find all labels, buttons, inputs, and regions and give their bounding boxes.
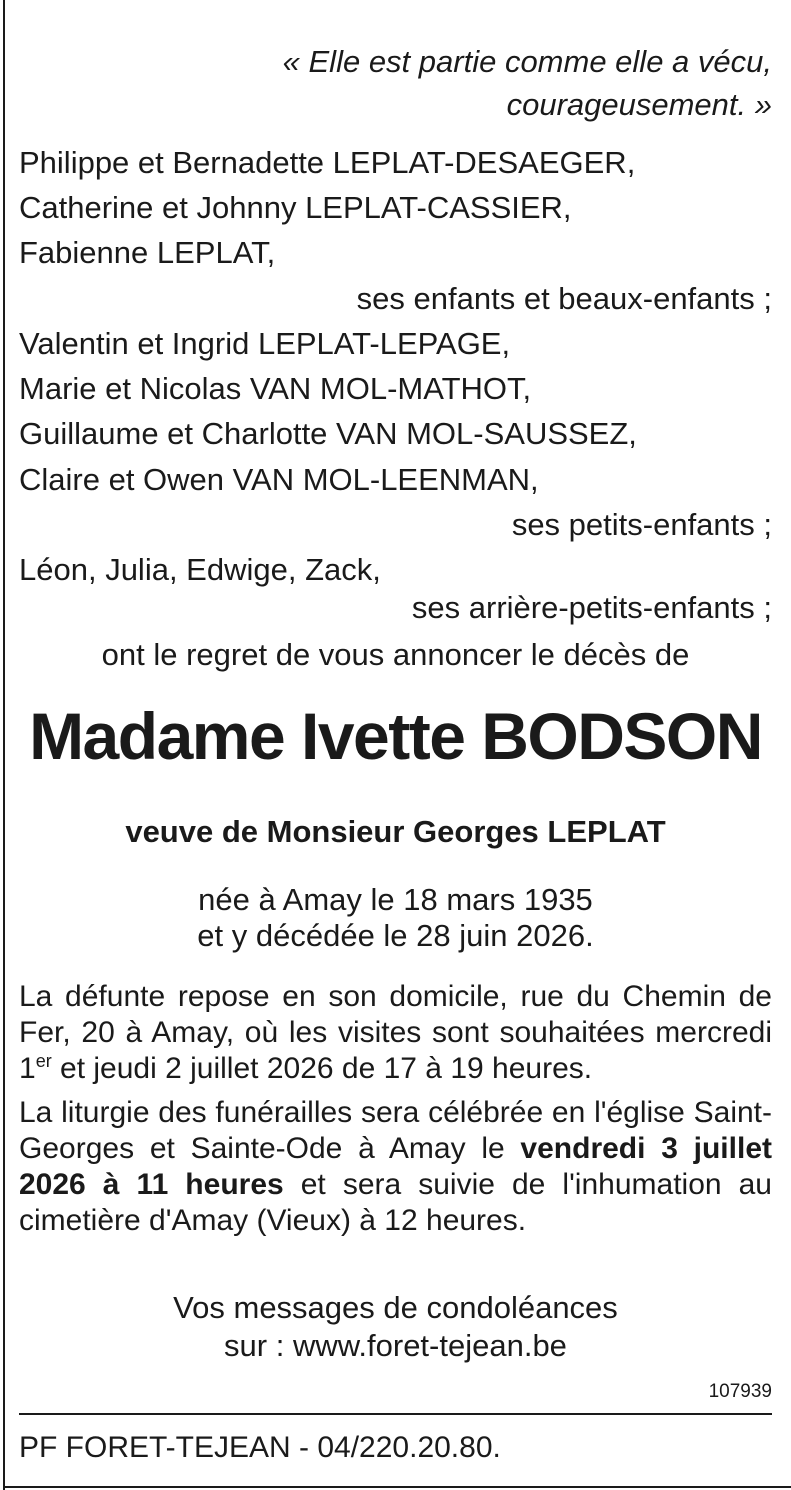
children-relation: ses enfants et beaux-enfants ; (356, 281, 772, 316)
great-grandchildren-relation: ses arrière-petits-enfants ; (411, 590, 772, 625)
grandchildren-relation: ses petits-enfants ; (511, 507, 772, 542)
reference-number: 107939 (708, 1381, 772, 1402)
deceased-name: Madame Ivette BODSON (29, 699, 762, 773)
birth-line: née à Amay le 18 mars 1935 (198, 882, 593, 917)
widow-of-line: veuve de Monsieur Georges LEPLAT (125, 814, 666, 849)
grandchild-name: Guillaume et Charlotte VAN MOL-SAUSSEZ, (19, 416, 637, 451)
great-grandchildren-names: Léon, Julia, Edwige, Zack, (19, 552, 381, 587)
death-line: et y décédée le 28 juin 2026. (197, 918, 594, 953)
announcement-text: ont le regret de vous annoncer le décès de (101, 637, 690, 672)
grandchild-name: Valentin et Ingrid LEPLAT-LEPAGE, (19, 326, 511, 361)
visitation-superscript: er (35, 1051, 52, 1071)
visitation-paragraph (19, 979, 772, 1087)
child-name: Catherine et Johnny LEPLAT-CASSIER, (19, 190, 572, 225)
visitation-text-end: et jeudi 2 juillet 2026 de 17 à 19 heures. (51, 1052, 593, 1085)
left-border (3, 0, 5, 1490)
child-name: Philippe et Bernadette LEPLAT-DESAEGER, (19, 145, 636, 180)
funeral-text-end: et sera suivie de l'inhumation au cimetière d'Amay (Vieux) à 12 heures. (19, 1168, 772, 1237)
footer-separator (19, 1413, 772, 1415)
epigraph-line-2: courageusement. » (506, 87, 772, 122)
epigraph-line-1: « Elle est partie comme elle a vécu, (282, 44, 772, 79)
epigraph-quote (283, 40, 772, 126)
bottom-border (3, 1486, 791, 1488)
grandchild-name: Claire et Owen VAN MOL-LEENMAN, (19, 462, 539, 497)
funeral-date-time: vendredi 3 juillet 2026 à 11 heures (19, 1132, 772, 1201)
condolences-website: sur : www.foret-tejean.be (224, 1328, 567, 1363)
condolences-line-1: Vos messages de condoléances (173, 1290, 618, 1325)
child-name: Fabienne LEPLAT, (19, 235, 276, 270)
visitation-text: La défunte repose en son domicile, rue du Chemin de Fer, 20 à Amay, où les visites sont souhaitées mercredi 1 (19, 980, 772, 1085)
funeral-paragraph (19, 1095, 772, 1239)
funeral-home-contact: PF FORET-TEJEAN - 04/220.20.80. (19, 1431, 501, 1464)
funeral-text: La liturgie des funérailles sera célébrée en l'église Saint-Georges et Sainte-Ode à Amay le (19, 1096, 772, 1165)
grandchild-name: Marie et Nicolas VAN MOL-MATHOT, (19, 371, 532, 406)
